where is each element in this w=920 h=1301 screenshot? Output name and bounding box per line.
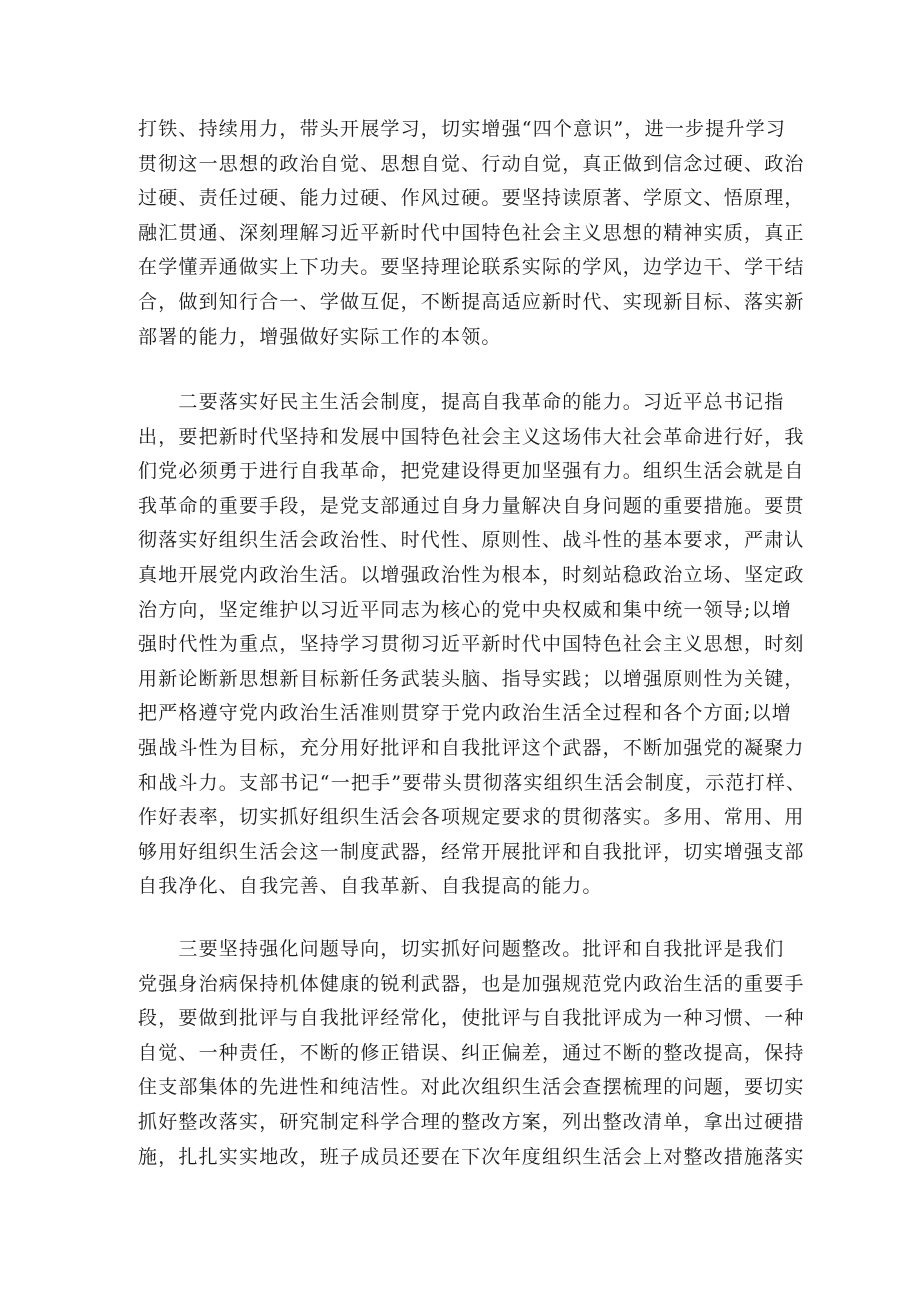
text-line: 们党必须勇于进行自我革命，把党建设得更加坚强有力。组织生活会就是自 <box>138 460 805 483</box>
text-line: 段，要做到批评与自我批评经常化，使批评与自我批评成为一种习惯、一种 <box>138 1007 805 1030</box>
text-line: 贯彻这一思想的政治自觉、思想自觉、行动自觉，真正做到信念过硬、政治 <box>138 152 805 175</box>
text-line: 我革命的重要手段，是党支部通过自身力量解决自身问题的重要措施。要贯 <box>138 494 805 517</box>
text-line: 抓好整改落实，研究制定科学合理的整改方案，列出整改清单，拿出过硬措 <box>138 1110 805 1133</box>
text-line: 自觉、一种责任，不断的修正错误、纠正偏差，通过不断的整改提高，保持 <box>138 1041 805 1064</box>
text-line: 打铁、持续用力，带头开展学习，切实增强“四个意识”，进一步提升学习 <box>138 118 787 140</box>
text-line: 部署的能力，增强做好实际工作的本领。 <box>138 325 502 348</box>
text-line: 作好表率，切实抓好组织生活会各项规定要求的贯彻落实。多用、常用、用 <box>138 806 805 829</box>
text-line: 和战斗力。支部书记“一把手”要带头贯彻落实组织生活会制度，示范打样、 <box>138 771 807 794</box>
paragraph-problem-rectification <box>138 932 805 1174</box>
text-line: 二要落实好民主生活会制度，提高自我革命的能力。习近平总书记指 <box>138 391 785 413</box>
text-line: 党强身治病保持机体健康的锐利武器，也是加强规范党内政治生活的重要手 <box>138 972 805 995</box>
paragraph-study <box>138 112 805 354</box>
text-line: 够用好组织生活会这一制度武器，经常开展批评和自我批评，切实增强支部 <box>138 840 805 863</box>
paragraph-democratic-life <box>138 385 807 904</box>
text-line: 合，做到知行合一、学做互促，不断提高适应新时代、实现新目标、落实新 <box>138 290 805 313</box>
text-line: 三要坚持强化问题导向，切实抓好问题整改。批评和自我批评是我们 <box>138 938 785 960</box>
text-line: 把严格遵守党内政治生活准则贯穿于党内政治生活全过程和各个方面;以增 <box>138 702 793 725</box>
text-line: 真地开展党内政治生活。以增强政治性为根本，时刻站稳政治立场、坚定政 <box>138 563 805 586</box>
text-line: 治方向，坚定维护以习近平同志为核心的党中央权威和集中统一领导;以增 <box>138 598 793 621</box>
text-line: 强战斗性为目标，充分用好批评和自我批评这个武器，不断加强党的凝聚力 <box>138 736 805 759</box>
text-line: 强时代性为重点，坚持学习贯彻习近平新时代中国特色社会主义思想，时刻 <box>138 633 805 656</box>
text-line: 过硬、责任过硬、能力过硬、作风过硬。要坚持读原著、学原文、悟原理， <box>138 187 805 210</box>
text-line: 在学懂弄通做实上下功夫。要坚持理论联系实际的学风，边学边干、学干结 <box>138 256 805 279</box>
text-line: 自我净化、自我完善、自我革新、自我提高的能力。 <box>138 875 603 898</box>
text-line: 用新论断新思想新目标新任务武装头脑、指导实践；以增强原则性为关键， <box>138 667 805 690</box>
text-line: 出，要把新时代坚持和发展中国特色社会主义这场伟大社会革命进行好，我 <box>138 425 805 448</box>
text-line: 彻落实好组织生活会政治性、时代性、原则性、战斗性的基本要求，严肃认 <box>138 529 805 552</box>
text-line: 施，扎扎实实地改，班子成员还要在下次年度组织生活会上对整改措施落实 <box>138 1145 805 1168</box>
text-line: 融汇贯通、深刻理解习近平新时代中国特色社会主义思想的精神实质，真正 <box>138 221 805 244</box>
text-line: 住支部集体的先进性和纯洁性。对此次组织生活会查摆梳理的问题，要切实 <box>138 1076 805 1099</box>
